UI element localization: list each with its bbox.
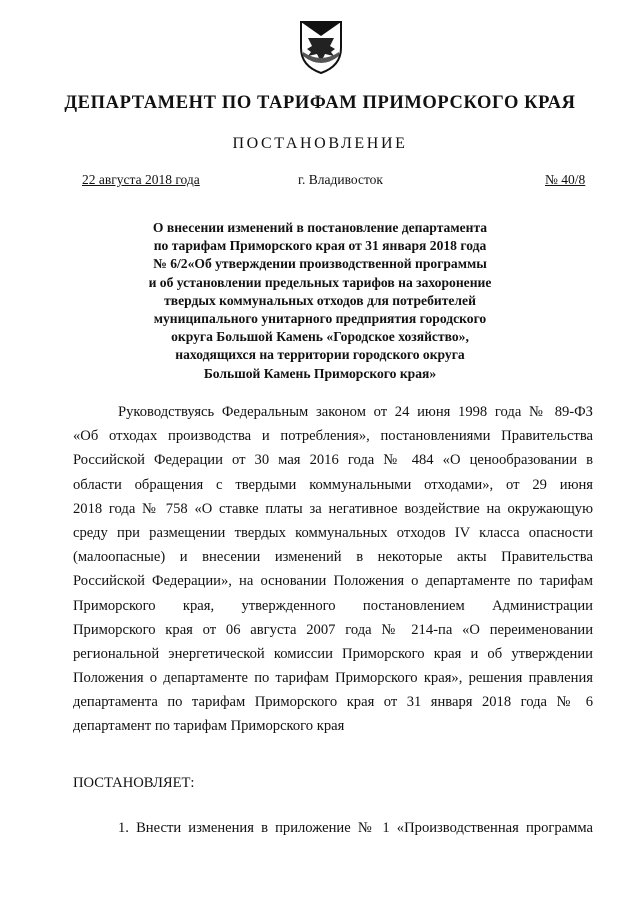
body-line: области обращения с твердыми коммунальными отходами», от 29 июня — [73, 476, 593, 493]
body-line: Приморского края от 06 августа 2007 года № 214-па «О переименовании — [73, 621, 593, 638]
body-line: Российской Федерации», на основании Положения о департаменте по тарифам — [73, 573, 593, 590]
document-city: г. Владивосток — [298, 172, 383, 187]
heading-line: Большой Камень Приморского края» — [203, 365, 437, 381]
heading-line: твердых коммунальных отходов для потребителей — [164, 292, 476, 308]
department-title: ДЕПАРТАМЕНТ ПО ТАРИФАМ ПРИМОРСКОГО КРАЯ — [64, 93, 576, 113]
resolve-heading: ПОСТАНОВЛЯЕТ: — [73, 775, 195, 791]
heading-line: по тарифам Приморского края от 31 января 2018 года — [153, 238, 487, 254]
document-number: № 40/8 — [545, 172, 586, 187]
heading-line: и об установлении предельных тарифов на захоронение — [148, 274, 492, 290]
body-line: Положения о департаменте по тарифам Приморского края», решения правления — [73, 670, 593, 687]
coat-of-arms-icon — [297, 18, 345, 76]
document-heading — [100, 219, 540, 383]
document-date: 22 августа 2018 года — [82, 172, 200, 187]
body-line: Приморского края, утвержденного постановлением Администрации — [73, 597, 593, 614]
resolution-item-1 — [73, 820, 593, 844]
document-type: ПОСТАНОВЛЕНИЕ — [232, 135, 408, 152]
body-line: (малоопасные) и внесении изменений в некоторые акты Правительства — [73, 549, 593, 566]
body-line: Российской Федерации от 30 мая 2016 года № 484 «О ценообразовании в — [73, 452, 593, 469]
heading-line: находящихся на территории городского округа — [175, 347, 465, 363]
item-line: 1. Внести изменения в приложение № 1 «Производственная программа — [118, 820, 593, 836]
body-line: региональной энергетической комиссии Приморского края и об утверждении — [73, 645, 593, 662]
heading-line: О внесении изменений в постановление департамента — [152, 220, 488, 235]
body-line: «Об отходах производства и потребления», постановлениями Правительства — [73, 428, 593, 445]
heading-line: № 6/2«Об утверждении производственной программы — [153, 256, 487, 272]
body-line: департамента по тарифам Приморского края от 31 января 2018 года № 6 — [73, 694, 593, 711]
body-line: Руководствуясь Федеральным законом от 24 июня 1998 года № 89-ФЗ — [118, 404, 593, 420]
body-line: 2018 года № 758 «О ставке платы за негативное воздействие на окружающую — [73, 500, 593, 517]
heading-line: муниципального унитарного предприятия городского — [153, 311, 487, 327]
heading-line: округа Большой Камень «Городское хозяйство», — [171, 329, 469, 345]
body-line: среду при размещении твердых коммунальных отходов IV класса опасности — [73, 524, 593, 541]
body-line: департамент по тарифам Приморского края — [73, 718, 345, 735]
preamble-paragraph — [73, 400, 593, 739]
